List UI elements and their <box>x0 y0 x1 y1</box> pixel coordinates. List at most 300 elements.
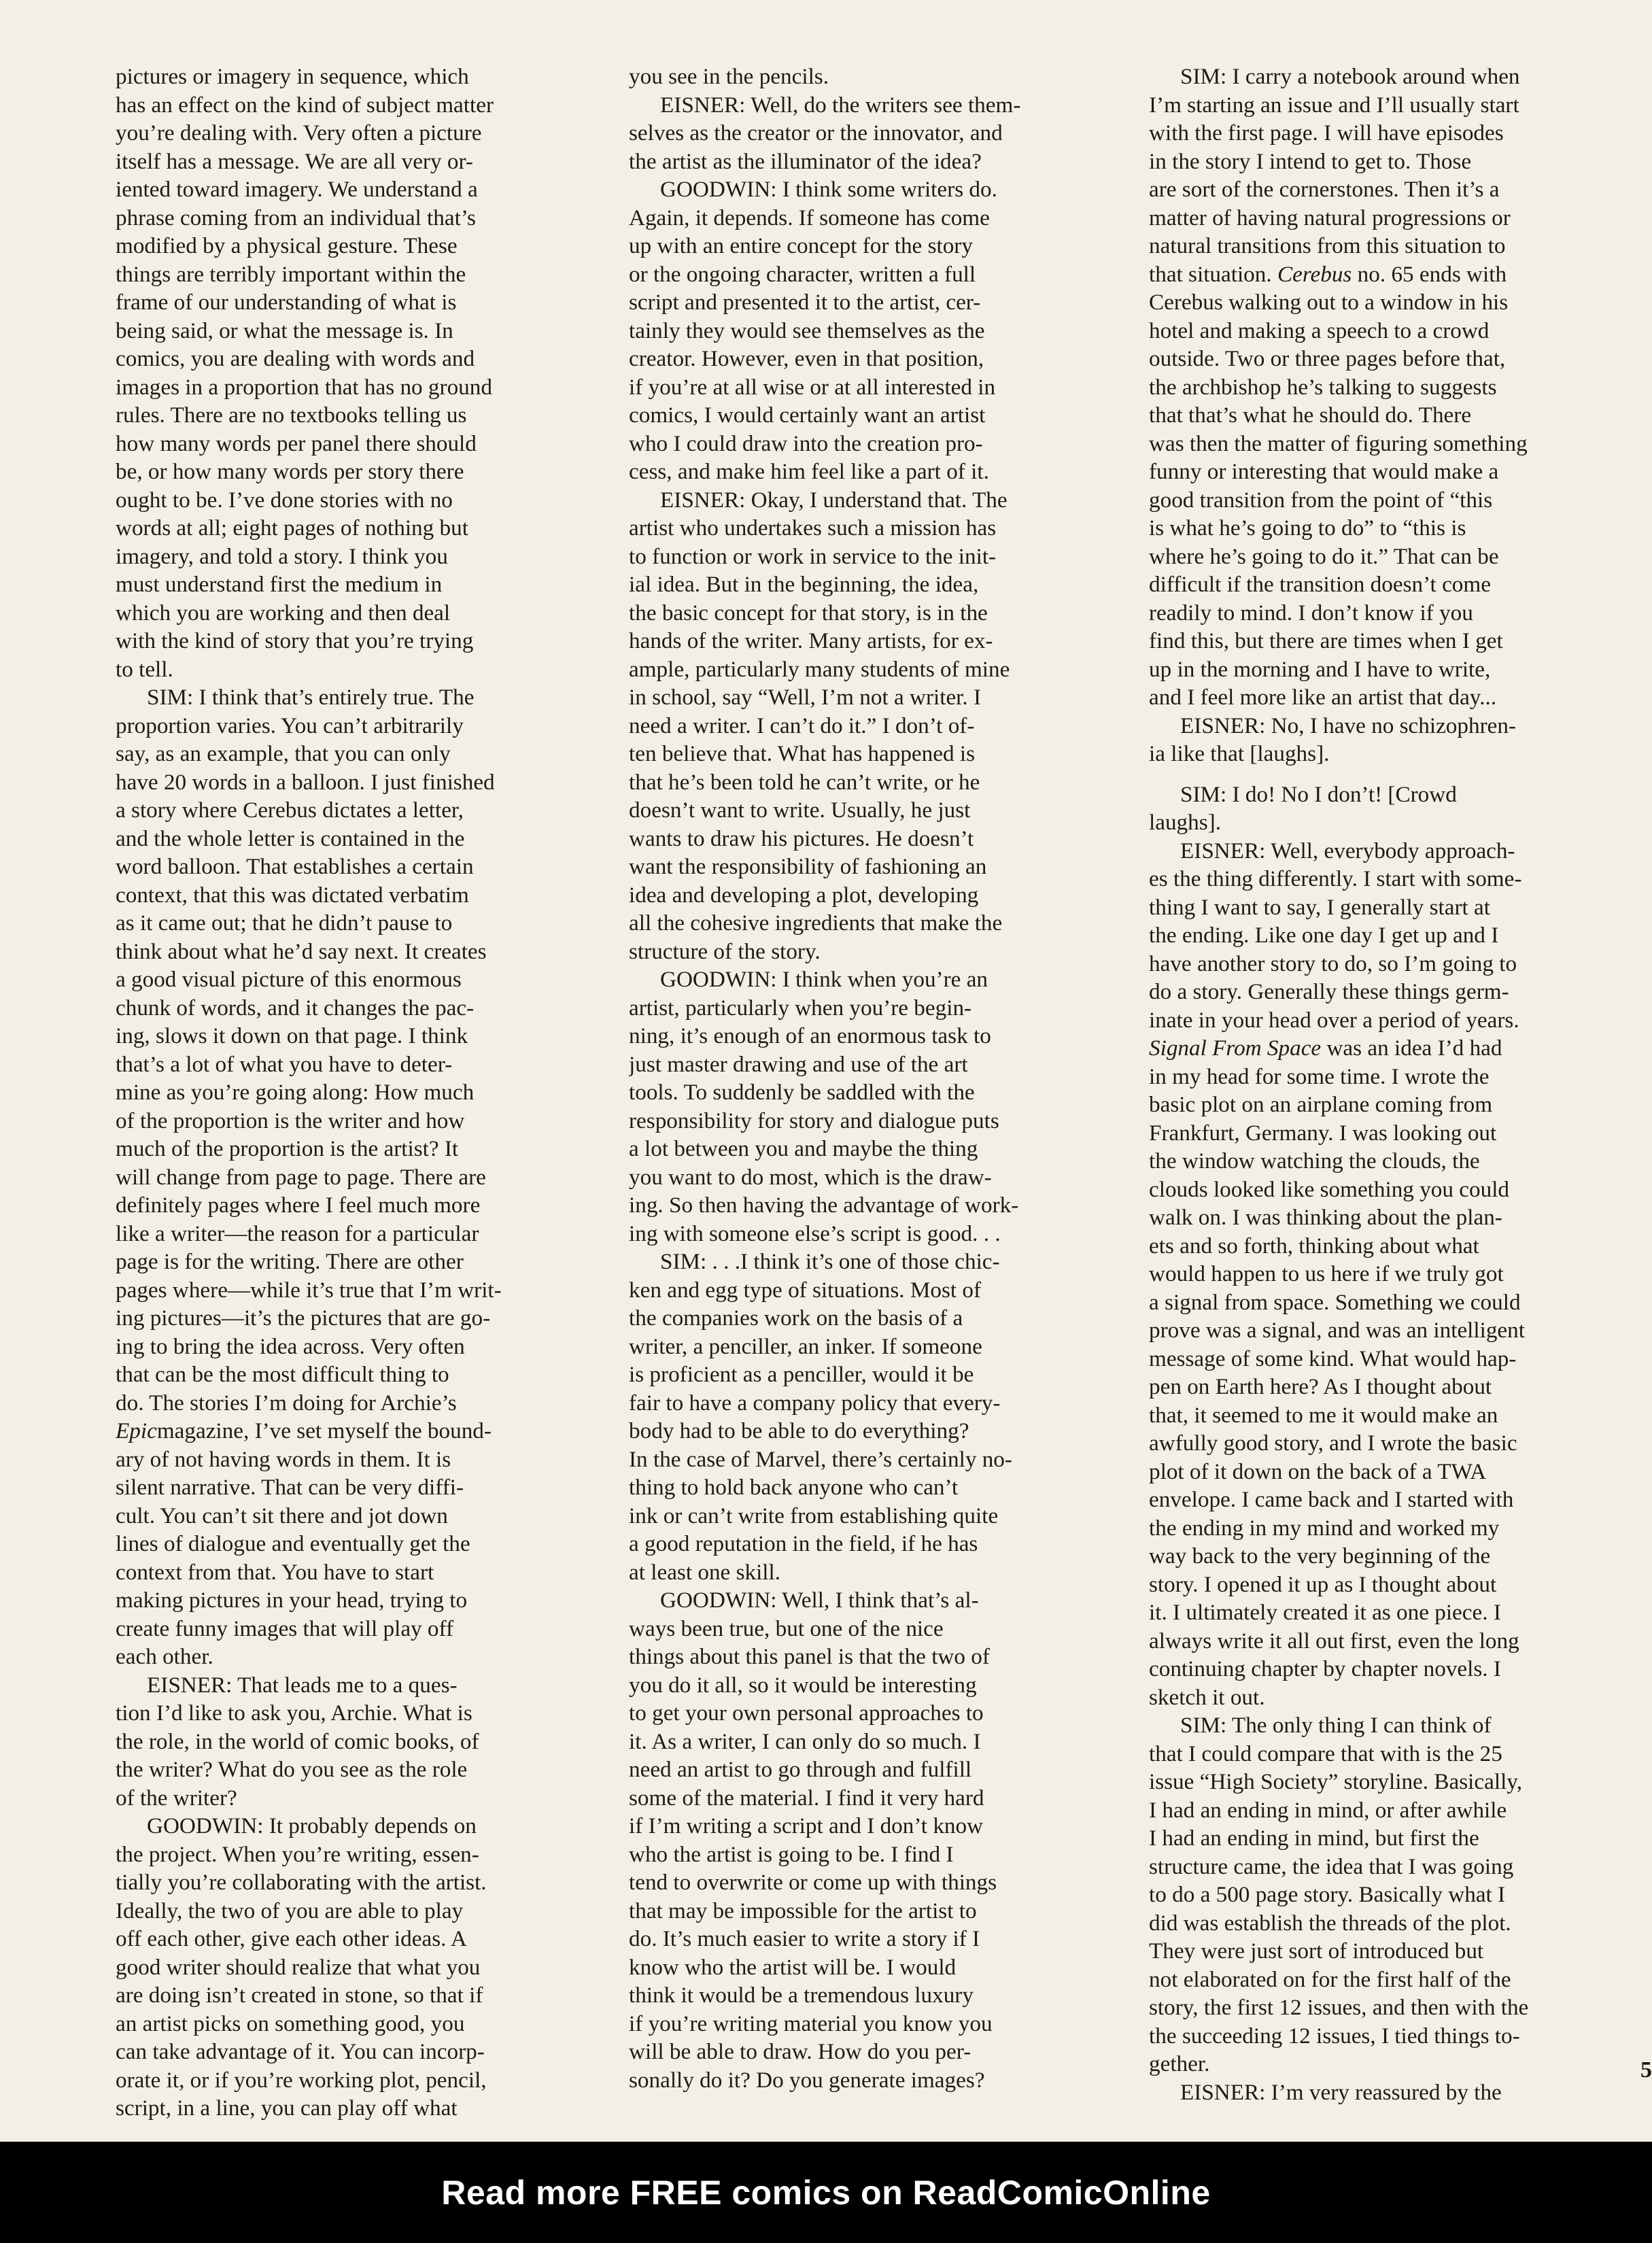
line-text: silent narrative. That can be very diffi- <box>116 1475 464 1500</box>
line-text: idea and developing a plot, developing <box>629 882 979 908</box>
text-line <box>629 1191 1139 1220</box>
text-line <box>629 1502 1139 1530</box>
line-text: which you are working and then deal <box>116 600 451 626</box>
text-line <box>116 938 605 966</box>
line-text: magazine, I’ve set myself the bound- <box>156 1418 492 1443</box>
line-text: as it came out; that he didn’t pause to <box>116 910 453 936</box>
text-line <box>1149 1176 1638 1204</box>
text-line <box>1149 288 1638 317</box>
text-line <box>629 458 1139 486</box>
line-text: ing to bring the idea across. Very often <box>116 1333 465 1359</box>
text-line <box>116 740 605 768</box>
line-text: or the ongoing character, written a full <box>629 261 976 287</box>
line-text: that’s a lot of what you have to deter- <box>116 1051 453 1077</box>
line-text: would happen to us here if we truly got <box>1149 1261 1504 1286</box>
text-line <box>1149 781 1638 809</box>
text-line <box>116 1163 605 1192</box>
text-line <box>1149 175 1638 204</box>
text-line <box>1149 2078 1638 2107</box>
text-line <box>629 2010 1139 2038</box>
line-text: to get your own personal approaches to <box>629 1700 984 1726</box>
text-line <box>116 1671 605 1700</box>
line-text: SIM: I do! No I don’t! [Crowd <box>1180 781 1457 807</box>
text-line <box>629 486 1139 515</box>
text-line <box>1149 1542 1638 1571</box>
line-text: to tell. <box>116 656 173 682</box>
text-line <box>116 1473 605 1502</box>
line-text: responsibility for story and dialogue puts <box>629 1108 999 1133</box>
text-line <box>116 1615 605 1643</box>
text-line <box>116 345 605 373</box>
line-text: tially you’re collaborating with the artist. <box>116 1870 487 1895</box>
line-text: with the kind of story that you’re trying <box>116 628 474 653</box>
text-line <box>629 627 1139 655</box>
line-text: ink or can’t write from establishing quite <box>629 1503 999 1528</box>
line-text: ing pictures—it’s the pictures that are go- <box>116 1305 491 1331</box>
line-text: GOODWIN: It probably depends on <box>147 1813 477 1838</box>
line-text: pictures or imagery in sequence, which <box>116 64 469 89</box>
text-line <box>1149 1288 1638 1317</box>
text-line <box>116 1728 605 1756</box>
text-line <box>116 430 605 458</box>
text-line <box>629 232 1139 260</box>
line-text: did was establish the threads of the plot. <box>1149 1910 1511 1936</box>
text-line <box>116 1107 605 1135</box>
text-line <box>629 1078 1139 1107</box>
text-line <box>629 1248 1139 1276</box>
text-line <box>629 1276 1139 1305</box>
text-line <box>116 1050 605 1079</box>
line-text: the role, in the world of comic books, of <box>116 1728 479 1754</box>
line-text: things about this panel is that the two of <box>629 1644 990 1669</box>
line-text: that, it seemed to me it would make an <box>1149 1402 1498 1428</box>
text-line <box>116 825 605 853</box>
text-line <box>1149 119 1638 148</box>
line-text: walk on. I was thinking about the plan- <box>1149 1205 1502 1230</box>
text-line <box>629 288 1139 317</box>
line-text: it. As a writer, I can only do so much. I <box>629 1728 981 1754</box>
line-text: no. 65 ends with <box>1352 261 1507 287</box>
text-line <box>629 1897 1139 1925</box>
line-text: EISNER: Well, do the writers see them- <box>660 92 1021 118</box>
line-text: must understand first the medium in <box>116 572 443 597</box>
line-text: do. The stories I’m doing for Archie’s <box>116 1390 457 1416</box>
line-text: way back to the very beginning of the <box>1149 1543 1491 1569</box>
line-text: ets and so forth, thinking about what <box>1149 1233 1479 1259</box>
line-text: you’re dealing with. Very often a picture <box>116 120 482 145</box>
text-line <box>1149 1627 1638 1656</box>
line-text: ought to be. I’ve done stories with no <box>116 487 453 513</box>
line-text: structure came, the idea that I was going <box>1149 1853 1514 1879</box>
text-line <box>629 260 1139 289</box>
line-text: natural transitions from this situation to <box>1149 233 1506 258</box>
line-text: want the responsibility of fashioning an <box>629 854 987 879</box>
text-line <box>1149 950 1638 978</box>
text-line <box>1149 1203 1638 1232</box>
text-line <box>1149 1824 1638 1853</box>
line-text: that he’s been told he can’t write, or he <box>629 769 980 795</box>
text-line <box>1149 345 1638 373</box>
text-line <box>1149 317 1638 345</box>
text-line <box>1149 1711 1638 1740</box>
line-text: who I could draw into the creation pro- <box>629 430 983 456</box>
text-line <box>116 1953 605 1982</box>
line-text: orate it, or if you’re working plot, pencil, <box>116 2067 487 2093</box>
line-text: all the cohesive ingredients that make the <box>629 910 1003 936</box>
line-text: ten believe that. What has happened is <box>629 741 976 766</box>
text-line <box>1149 1768 1638 1796</box>
line-text: ary of not having words in them. It is <box>116 1446 451 1472</box>
line-text: up in the morning and I have to write, <box>1149 656 1491 682</box>
text-line <box>1149 430 1638 458</box>
line-text: awfully good story, and I wrote the basic <box>1149 1431 1517 1456</box>
text-line <box>1149 1119 1638 1148</box>
line-text: definitely pages where I feel much more <box>116 1193 481 1218</box>
line-text: words at all; eight pages of nothing but <box>116 515 468 541</box>
text-line <box>629 1473 1139 1502</box>
text-line <box>1149 1937 1638 1966</box>
line-text: a signal from space. Something we could <box>1149 1289 1521 1315</box>
line-text: tend to overwrite or come up with things <box>629 1870 997 1895</box>
text-line <box>116 288 605 317</box>
line-text: the artist as the illuminator of the idea? <box>629 148 982 174</box>
text-line <box>1149 2050 1638 2078</box>
line-text: ing. So then having the advantage of work- <box>629 1193 1019 1218</box>
paragraph-gap <box>1149 768 1638 781</box>
line-text: modified by a physical gesture. These <box>116 233 458 258</box>
text-line <box>116 1389 605 1418</box>
text-line <box>629 1220 1139 1248</box>
text-line <box>629 175 1139 204</box>
text-line <box>116 1643 605 1671</box>
text-line <box>1149 1514 1638 1543</box>
line-text: if you’re at all wise or at all interested in <box>629 374 996 400</box>
line-text: story, the first 12 issues, and then with the <box>1149 1995 1529 2020</box>
line-text: sketch it out. <box>1149 1684 1265 1710</box>
text-line <box>116 768 605 797</box>
text-line <box>1149 865 1638 893</box>
line-text: continuing chapter by chapter novels. I <box>1149 1656 1501 1681</box>
line-text: word balloon. That establishes a certain <box>116 854 474 879</box>
line-text: phrase coming from an individual that’s <box>116 205 476 230</box>
text-line <box>1149 1147 1638 1176</box>
line-text: GOODWIN: I think when you’re an <box>660 967 988 992</box>
line-text: to function or work in service to the init- <box>629 543 997 569</box>
line-text: laughs]. <box>1149 810 1221 835</box>
line-text: hotel and making a speech to a crowd <box>1149 318 1490 343</box>
line-text: the archbishop he’s talking to suggests <box>1149 374 1497 400</box>
text-line <box>116 1078 605 1107</box>
line-text: script, in a line, you can play off what <box>116 2095 458 2121</box>
text-line <box>1149 921 1638 950</box>
text-line <box>1149 599 1638 628</box>
line-text: if you’re writing material you know you <box>629 2010 993 2036</box>
line-text: chunk of words, and it changes the pac- <box>116 995 475 1021</box>
text-line <box>1149 570 1638 599</box>
line-text: some of the material. I find it very hard <box>629 1785 984 1811</box>
text-line <box>116 712 605 740</box>
text-line <box>629 1389 1139 1418</box>
text-line <box>116 2038 605 2066</box>
line-text: EISNER: I’m very reassured by the <box>1180 2079 1502 2105</box>
line-text: not elaborated on for the first half of the <box>1149 1966 1511 1992</box>
line-text: GOODWIN: Well, I think that’s al- <box>660 1588 979 1613</box>
line-text: context, that this was dictated verbatim <box>116 882 469 908</box>
text-line <box>1149 837 1638 866</box>
line-text: doesn’t want to write. Usually, he just <box>629 798 971 823</box>
text-line <box>1149 1966 1638 1994</box>
text-line <box>629 1163 1139 1192</box>
line-text: is proficient as a penciller, would it be <box>629 1362 974 1387</box>
line-text: gether. <box>1149 2051 1210 2076</box>
line-text: ia like that [laughs]. <box>1149 741 1330 766</box>
line-text: how many words per panel there should <box>116 430 477 456</box>
text-line <box>629 1953 1139 1982</box>
line-text: EISNER: No, I have no schizophren- <box>1180 713 1517 738</box>
text-line <box>116 458 605 486</box>
line-text: body had to be able to do everything? <box>629 1418 969 1443</box>
line-text: inate in your head over a period of years. <box>1149 1007 1519 1033</box>
line-text: I had an ending in mind, but first the <box>1149 1826 1479 1851</box>
text-line <box>1149 204 1638 233</box>
line-text: GOODWIN: I think some writers do. <box>660 177 997 202</box>
line-text: will change from page to page. There are <box>116 1164 486 1190</box>
line-text: say, as an example, that you can only <box>116 741 451 766</box>
line-text: think it would be a tremendous luxury <box>629 1983 974 2008</box>
text-line <box>629 655 1139 684</box>
line-text: like a writer—the reason for a particular <box>116 1220 479 1246</box>
text-line <box>629 148 1139 176</box>
text-line <box>629 909 1139 938</box>
line-text: fair to have a company policy that every- <box>629 1390 1001 1416</box>
text-line <box>116 2094 605 2123</box>
text-line <box>116 1333 605 1361</box>
text-line <box>116 994 605 1023</box>
line-text: itself has a message. We are all very or- <box>116 148 473 174</box>
text-line <box>629 1360 1139 1389</box>
text-line <box>629 1671 1139 1700</box>
text-line <box>116 1812 605 1840</box>
text-line <box>629 1135 1139 1163</box>
text-line <box>629 373 1139 402</box>
text-line <box>1149 712 1638 740</box>
text-line <box>1149 1740 1638 1768</box>
text-line <box>1149 1006 1638 1035</box>
line-text: was an idea I’d had <box>1321 1035 1502 1061</box>
text-line <box>629 2038 1139 2066</box>
line-text: much of the proportion is the artist? It <box>116 1136 459 1161</box>
text-line <box>629 91 1139 120</box>
text-line <box>629 204 1139 233</box>
text-line <box>116 1220 605 1248</box>
text-line <box>1149 2022 1638 2051</box>
line-text: images in a proportion that has no ground <box>116 374 492 400</box>
line-text: hands of the writer. Many artists, for ex- <box>629 628 993 653</box>
text-line <box>116 486 605 515</box>
text-line <box>629 570 1139 599</box>
line-text: I had an ending in mind, or after awhile <box>1149 1797 1507 1823</box>
line-text: always write it all out first, even the long <box>1149 1628 1519 1654</box>
text-line <box>116 1248 605 1276</box>
line-text: have 20 words in a balloon. I just finished <box>116 769 495 795</box>
text-line <box>116 1756 605 1784</box>
line-text: an artist picks on something good, you <box>116 2010 465 2036</box>
line-text: tion I’d like to ask you, Archie. What is <box>116 1700 472 1726</box>
text-line <box>116 1417 605 1445</box>
line-text: good transition from the point of “this <box>1149 487 1493 513</box>
line-text: matter of having natural progressions or <box>1149 205 1511 230</box>
line-text: difficult if the transition doesn’t come <box>1149 572 1491 597</box>
line-text: think about what he’d say next. It creates <box>116 938 487 964</box>
line-text: tainly they would see themselves as the <box>629 318 985 343</box>
line-text: SIM: The only thing I can think of <box>1180 1713 1492 1738</box>
text-line <box>629 401 1139 430</box>
text-line <box>629 63 1139 91</box>
text-line <box>116 853 605 881</box>
text-line <box>116 1840 605 1869</box>
line-text: to do a 500 page story. Basically what I <box>1149 1882 1506 1907</box>
text-line <box>116 2066 605 2095</box>
text-line <box>116 1897 605 1925</box>
text-line <box>116 881 605 910</box>
text-line <box>116 1304 605 1333</box>
text-line <box>1149 1796 1638 1825</box>
text-line <box>1149 260 1638 289</box>
text-line <box>1149 655 1638 684</box>
line-text: plot of it down on the back of a TWA <box>1149 1458 1487 1484</box>
italic-title: Cerebus <box>1277 261 1352 287</box>
line-text: a good reputation in the field, if he has <box>629 1531 978 1556</box>
text-line <box>1149 740 1638 768</box>
text-line <box>116 1586 605 1615</box>
text-line <box>629 965 1139 994</box>
line-text: pen on Earth here? As I thought about <box>1149 1374 1492 1399</box>
text-line <box>629 1784 1139 1813</box>
text-line <box>629 1756 1139 1784</box>
line-text: know who the artist will be. I would <box>629 1954 957 1980</box>
text-line <box>116 148 605 176</box>
line-text: EISNER: Okay, I understand that. The <box>660 487 1008 513</box>
line-text: in my head for some time. I wrote the <box>1149 1063 1490 1089</box>
text-column-1 <box>116 63 605 2123</box>
text-line <box>629 1728 1139 1756</box>
text-line <box>1149 91 1638 120</box>
line-text: it. I ultimately created it as one piece. I <box>1149 1600 1501 1625</box>
text-line <box>116 401 605 430</box>
text-line <box>116 63 605 91</box>
text-line <box>629 317 1139 345</box>
text-line <box>116 91 605 120</box>
line-text: ning, it’s enough of an enormous task to <box>629 1023 991 1048</box>
line-text: I’m starting an issue and I’ll usually start <box>1149 92 1519 118</box>
line-text: making pictures in your head, trying to <box>116 1588 468 1613</box>
line-text: wants to draw his pictures. He doesn’t <box>629 825 974 851</box>
text-line <box>1149 978 1638 1006</box>
text-line <box>116 1784 605 1813</box>
line-text: basic plot on an airplane coming from <box>1149 1092 1493 1117</box>
text-line <box>629 430 1139 458</box>
text-line <box>116 232 605 260</box>
line-text: context from that. You have to start <box>116 1559 434 1585</box>
line-text: outside. Two or three pages before that, <box>1149 346 1506 371</box>
text-line <box>629 825 1139 853</box>
text-line <box>1149 373 1638 402</box>
text-line <box>629 1840 1139 1869</box>
line-text: that may be impossible for the artist to <box>629 1898 977 1923</box>
line-text: iented toward imagery. We understand a <box>116 177 478 202</box>
text-line <box>1149 1373 1638 1401</box>
text-line <box>1149 1598 1638 1627</box>
line-text: find this, but there are times when I get <box>1149 628 1503 653</box>
line-text: comics, you are dealing with words and <box>116 346 475 371</box>
line-text: the writer? What do you see as the role <box>116 1757 468 1782</box>
line-text: story. I opened it up as I thought about <box>1149 1571 1497 1597</box>
text-line <box>1149 1486 1638 1514</box>
text-line <box>1149 1683 1638 1712</box>
line-text: be, or how many words per story there <box>116 459 464 484</box>
text-line <box>629 853 1139 881</box>
text-line <box>629 994 1139 1023</box>
text-line <box>1149 1063 1638 1091</box>
text-line <box>116 1530 605 1558</box>
text-line <box>629 1304 1139 1333</box>
text-line <box>1149 1853 1638 1881</box>
text-line <box>1149 1571 1638 1599</box>
line-text: SIM: I carry a notebook around when <box>1180 64 1520 89</box>
text-line <box>116 1502 605 1530</box>
text-line <box>116 175 605 204</box>
text-line <box>116 514 605 543</box>
line-text: you do it all, so it would be interesting <box>629 1672 977 1698</box>
text-line <box>116 317 605 345</box>
line-text: have another story to do, so I’m going to <box>1149 951 1517 976</box>
text-line <box>1149 1655 1638 1683</box>
text-line <box>1149 1232 1638 1261</box>
line-text: script and presented it to the artist, cer- <box>629 290 981 315</box>
line-text: ing with someone else’s script is good. . . <box>629 1220 1001 1246</box>
line-text: the window watching the clouds, the <box>1149 1148 1480 1174</box>
text-line <box>116 373 605 402</box>
text-line <box>1149 1401 1638 1430</box>
text-line <box>116 570 605 599</box>
text-line <box>629 1558 1139 1587</box>
text-column-2 <box>629 63 1139 2094</box>
line-text: Again, it depends. If someone has come <box>629 205 990 230</box>
text-line <box>629 683 1139 712</box>
text-line <box>629 1417 1139 1445</box>
text-line <box>116 1925 605 1953</box>
line-text: that I could compare that with is the 25 <box>1149 1741 1502 1766</box>
text-line <box>1149 1091 1638 1119</box>
text-line <box>629 1050 1139 1079</box>
line-text: readily to mind. I don’t know if you <box>1149 600 1473 626</box>
line-text: at least one skill. <box>629 1559 781 1585</box>
line-text: imagery, and told a story. I think you <box>116 543 448 569</box>
line-text: good writer should realize that what you <box>116 1954 481 1980</box>
line-text: thing to hold back anyone who can’t <box>629 1475 959 1500</box>
text-line <box>116 260 605 289</box>
line-text: structure of the story. <box>629 938 821 964</box>
text-line <box>116 1868 605 1897</box>
text-line <box>116 2010 605 2038</box>
line-text: message of some kind. What would hap- <box>1149 1346 1517 1371</box>
text-line <box>116 1022 605 1050</box>
text-line <box>1149 1881 1638 1909</box>
text-line <box>629 1530 1139 1558</box>
line-text: do. It’s much easier to write a story if I <box>629 1926 980 1951</box>
line-text: that that’s what he should do. There <box>1149 403 1472 428</box>
line-text: Ideally, the two of you are able to play <box>116 1898 464 1923</box>
